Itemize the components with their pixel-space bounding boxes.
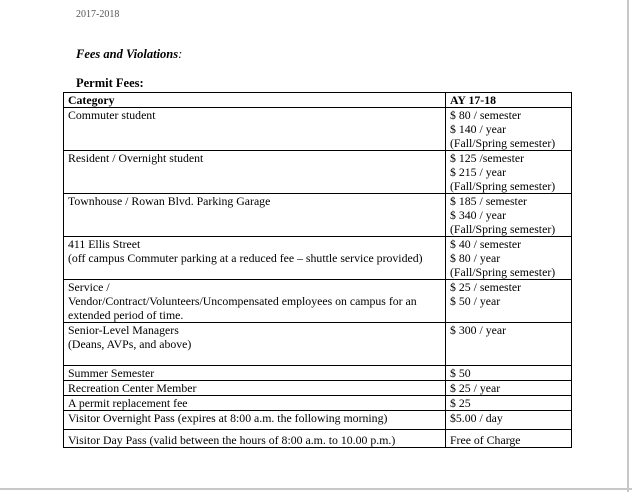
fee-line: $ 300 / year xyxy=(450,323,507,337)
fee-cell xyxy=(446,237,572,280)
category-line: (Deans, AVPs, and above) xyxy=(68,337,192,351)
category-cell xyxy=(64,381,446,396)
category-line: Senior-Level Managers xyxy=(68,323,179,337)
permit-fees-table xyxy=(63,92,572,448)
category-line: A permit replacement fee xyxy=(68,396,188,410)
page-edge-right xyxy=(627,0,629,492)
fee-line: (Fall/Spring semester) xyxy=(450,265,556,279)
fee-line: $ 125 /semester xyxy=(450,151,525,165)
section-title: Fees and Violations xyxy=(76,47,179,61)
table-row xyxy=(64,151,572,194)
table-row xyxy=(64,430,572,448)
table-row xyxy=(64,194,572,237)
table-row xyxy=(64,280,572,323)
fee-line: $ 140 / year xyxy=(450,122,507,136)
table-row xyxy=(64,108,572,151)
category-line: Service / xyxy=(68,280,110,294)
table-row xyxy=(64,396,572,411)
category-cell xyxy=(64,194,446,237)
fee-cell xyxy=(446,411,572,430)
section-heading xyxy=(76,47,182,62)
fee-line: $ 25 / semester xyxy=(450,280,522,294)
category-cell xyxy=(64,323,446,366)
category-cell xyxy=(64,366,446,381)
fee-line: $ 340 / year xyxy=(450,208,507,222)
fee-cell xyxy=(446,366,572,381)
fee-line: $ 185 / semester xyxy=(450,194,527,208)
blank-line xyxy=(68,351,441,365)
permit-fees-heading: Permit Fees: xyxy=(76,76,144,90)
fee-cell xyxy=(446,280,572,323)
fee-line: $ 25 xyxy=(450,396,471,410)
fee-line: $ 25 / year xyxy=(450,381,501,395)
fee-line: $ 80 / semester xyxy=(450,108,522,122)
fee-cell xyxy=(446,381,572,396)
fee-line: $ 40 / semester xyxy=(450,237,522,251)
fee-line: (Fall/Spring semester) xyxy=(450,136,556,150)
category-line: Visitor Day Pass (valid between the hours of 8:00 a.m. to 10.00 p.m.) xyxy=(68,433,396,447)
fee-cell xyxy=(446,194,572,237)
category-line: (off campus Commuter parking at a reduced fee – shuttle service provided) xyxy=(68,251,423,265)
page-edge-bottom xyxy=(0,488,632,490)
fee-cell xyxy=(446,430,572,448)
fee-line: $5.00 / day xyxy=(450,411,503,425)
fee-line: $ 80 / year xyxy=(450,251,501,265)
column-header-fee: AY 17-18 xyxy=(446,93,572,108)
table-row xyxy=(64,381,572,396)
table-header-row xyxy=(64,93,572,108)
category-line: Resident / Overnight student xyxy=(68,151,204,165)
category-line: Visitor Overnight Pass (expires at 8:00 a.m. the following morning) xyxy=(68,411,388,425)
fee-cell xyxy=(446,396,572,411)
category-cell xyxy=(64,280,446,323)
category-line: 411 Ellis Street xyxy=(68,237,141,251)
fee-line: (Fall/Spring semester) xyxy=(450,222,556,236)
table-row xyxy=(64,237,572,280)
table-row xyxy=(64,366,572,381)
category-line: Townhouse / Rowan Blvd. Parking Garage xyxy=(68,194,271,208)
fee-cell xyxy=(446,108,572,151)
category-cell xyxy=(64,237,446,280)
fee-line: $ 215 / year xyxy=(450,165,507,179)
category-line: Summer Semester xyxy=(68,366,155,380)
fee-line: (Fall/Spring semester) xyxy=(450,179,556,193)
category-line: Vendor/Contract/Volunteers/Uncompensated employees on campus for an extended period of time. xyxy=(68,294,417,322)
category-cell xyxy=(64,151,446,194)
category-cell xyxy=(64,396,446,411)
table-row xyxy=(64,411,572,430)
category-line: Commuter student xyxy=(68,108,156,122)
fee-line: $ 50 xyxy=(450,366,471,380)
header-year: 2017-2018 xyxy=(76,9,120,20)
column-header-category: Category xyxy=(64,93,446,108)
fee-cell xyxy=(446,151,572,194)
section-colon: : xyxy=(178,47,183,61)
category-cell xyxy=(64,411,446,430)
fee-cell xyxy=(446,323,572,366)
category-cell xyxy=(64,430,446,448)
fee-line: $ 50 / year xyxy=(450,294,501,308)
category-cell xyxy=(64,108,446,151)
category-line: Recreation Center Member xyxy=(68,381,197,395)
table-row xyxy=(64,323,572,366)
fee-line: Free of Charge xyxy=(450,433,521,447)
